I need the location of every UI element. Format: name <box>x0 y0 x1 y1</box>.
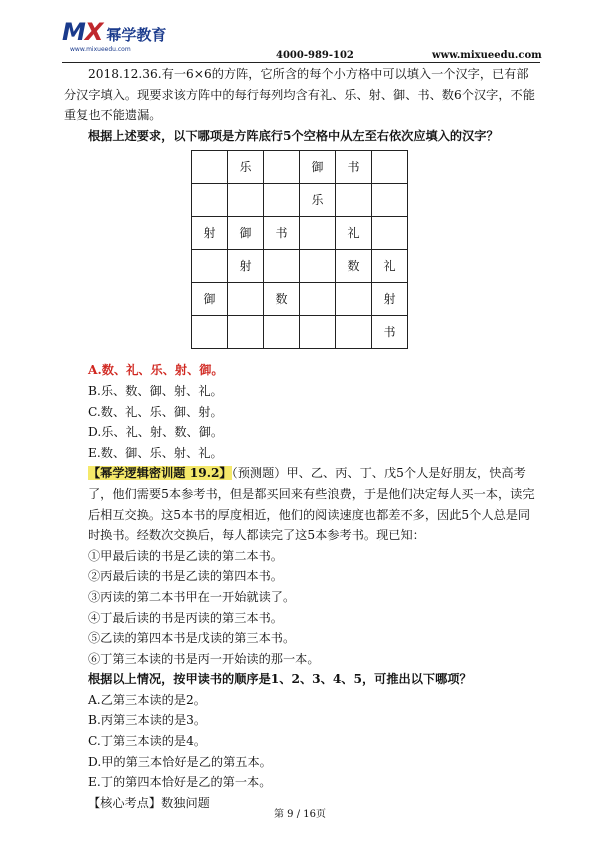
grid-cell: 御 <box>192 283 228 316</box>
grid-row <box>192 283 408 316</box>
grid-cell <box>192 184 228 217</box>
q2-conditions <box>64 546 540 670</box>
q2-option-b: B.丙第三本读的是3。 <box>88 713 207 728</box>
grid-cell <box>192 151 228 184</box>
grid-cell <box>300 316 336 349</box>
sudoku-grid <box>191 150 408 349</box>
q1-option-c: C.数、礼、乐、御、射。 <box>88 404 223 419</box>
header-divider <box>62 62 540 63</box>
q2-keypoint: 【核心考点】数独问题 <box>88 795 210 810</box>
grid-cell <box>372 151 408 184</box>
q1-question: 根据上述要求，以下哪项是方阵底行5个空格中从左至右依次应填入的汉字？ <box>88 128 499 143</box>
grid-cell <box>228 316 264 349</box>
grid-cell: 礼 <box>336 217 372 250</box>
q2-option-c: C.丁第三本读的是4。 <box>88 734 207 749</box>
q2-condition-5: ⑤乙读的第四本书是戊读的第三本书。 <box>88 631 296 646</box>
grid-cell: 射 <box>228 250 264 283</box>
grid-cell: 射 <box>192 217 228 250</box>
grid-cell <box>336 316 372 349</box>
page-content <box>64 64 540 813</box>
grid-cell <box>228 283 264 316</box>
q1-stem: 2018.12.36.有一6×6的方阵，它所含的每个小方格中可以填入一个汉字，已有部分汉字填入。现要求该方阵中的每行每列均含有礼、乐、射、御、书、数6个汉字，不能重复也不能遗漏。 <box>64 67 535 123</box>
logo-letter-x: X <box>84 18 103 46</box>
grid-cell <box>192 316 228 349</box>
grid-cell: 御 <box>300 151 336 184</box>
q2-condition-1: ①甲最后读的书是乙读的第二本书。 <box>88 548 283 563</box>
grid-cell: 数 <box>264 283 300 316</box>
grid-cell: 数 <box>336 250 372 283</box>
grid-cell: 书 <box>264 217 300 250</box>
grid-cell: 礼 <box>372 250 408 283</box>
q2-stem-para <box>64 463 540 545</box>
grid-cell <box>372 217 408 250</box>
grid-cell <box>264 184 300 217</box>
grid-cell <box>336 184 372 217</box>
grid-cell: 书 <box>372 316 408 349</box>
q2-condition-3: ③丙读的第二本书甲在一开始就读了。 <box>88 589 296 604</box>
q1-option-b: B.乐、数、御、射、礼。 <box>88 383 223 398</box>
grid-cell <box>300 217 336 250</box>
q2-question: 根据以上情况，按甲读书的顺序是1、2、3、4、5，可推出以下哪项？ <box>88 672 472 687</box>
grid-cell <box>264 316 300 349</box>
q2-option-d: D.甲的第三本恰好是乙的第五本。 <box>88 754 272 769</box>
logo-name: 幂学教育 <box>106 26 167 44</box>
page-number: 第 9 / 16页 <box>274 809 326 820</box>
grid-row <box>192 151 408 184</box>
q1-option-e: E.数、御、乐、射、礼。 <box>88 445 223 460</box>
q2-condition-4: ④丁最后读的书是丙读的第三本书。 <box>88 610 283 625</box>
q1-option-a: A.数、礼、乐、射、御。 <box>88 363 224 378</box>
grid-cell <box>300 283 336 316</box>
grid-row <box>192 316 408 349</box>
grid-cell: 御 <box>228 217 264 250</box>
grid-cell <box>336 283 372 316</box>
grid-cell: 乐 <box>228 151 264 184</box>
grid-cell <box>192 250 228 283</box>
q2-option-e: E.丁的第四本恰好是乙的第一本。 <box>88 775 272 790</box>
page-header <box>0 0 600 64</box>
q2-tag: 【幂学逻辑密训题 19.2】 <box>88 466 232 481</box>
grid-cell: 射 <box>372 283 408 316</box>
q2-stem: （预测题）甲、乙、丙、丁、戊5个人是好朋友，快高考了，他们需要5本参考书，但是都买回来有些浪费，于是他们决定每人买一本，读完后相互交换。这5本书的厚度相近，他们的阅读速度也都差不多，因此5个人总是同时换书。经数次交换后，每人都读完了这5本参考书。现已知： <box>88 466 535 543</box>
header-site: www.mixueedu.com <box>432 50 542 61</box>
logo-letter-m: M <box>62 18 85 46</box>
grid-cell: 乐 <box>300 184 336 217</box>
q1-options <box>64 360 540 463</box>
grid-row <box>192 217 408 250</box>
q2-options <box>64 690 540 793</box>
logo-mark <box>62 20 102 44</box>
grid-cell <box>372 184 408 217</box>
q2-option-a: A.乙第三本读的是2。 <box>88 692 206 707</box>
grid-row <box>192 250 408 283</box>
header-phone: 4000-989-102 <box>276 50 354 61</box>
grid-cell <box>264 151 300 184</box>
grid-row <box>192 184 408 217</box>
sudoku-grid-wrap <box>64 150 540 350</box>
logo <box>62 20 166 44</box>
grid-cell: 书 <box>336 151 372 184</box>
grid-cell <box>228 184 264 217</box>
q2-condition-6: ⑥丁第三本读的书是丙一开始读的那一本。 <box>88 651 320 666</box>
logo-url: www.mixueedu.com <box>70 46 131 53</box>
grid-cell <box>264 250 300 283</box>
q2-condition-2: ②丙最后读的书是乙读的第四本书。 <box>88 569 283 584</box>
q1-option-d: D.乐、礼、射、数、御。 <box>88 425 224 440</box>
grid-cell <box>300 250 336 283</box>
